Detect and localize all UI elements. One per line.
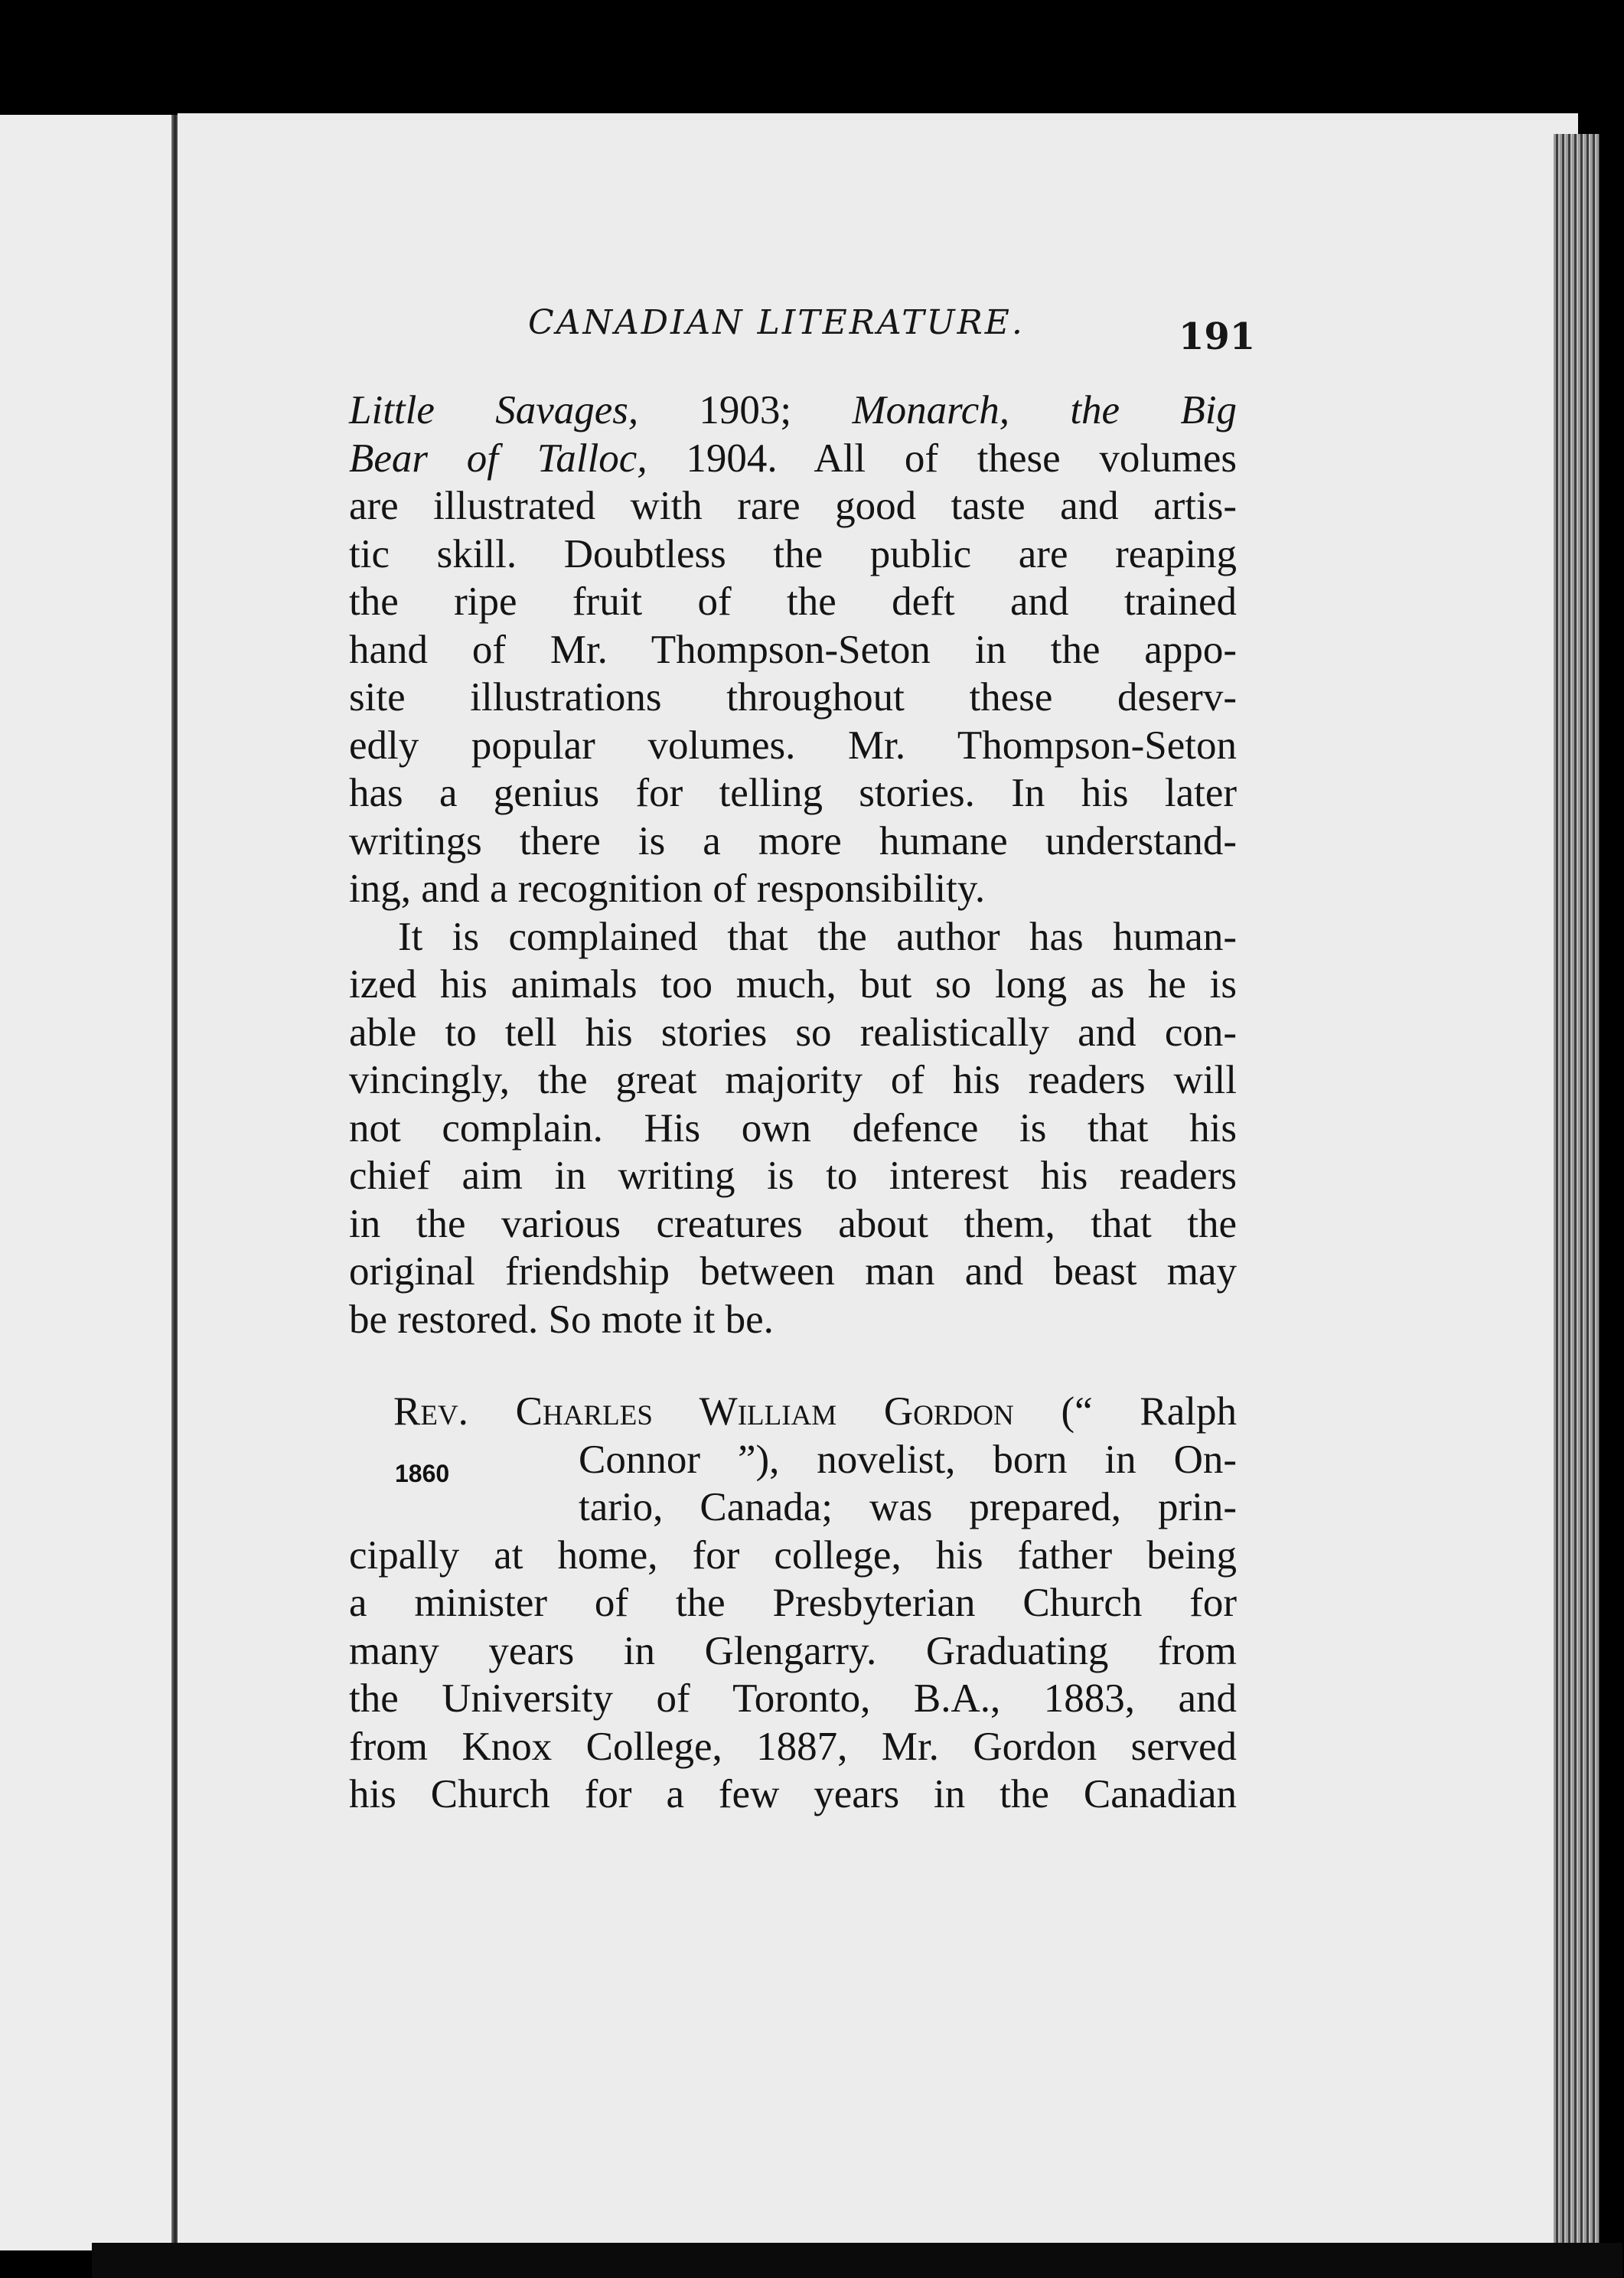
text-run: 1904. All of these volumes (647, 436, 1237, 481)
text-line (349, 769, 1237, 818)
text-line: many years in Glengarry. Graduating from (349, 1628, 1237, 1673)
text-line (349, 387, 1237, 435)
text-run: 1903; (638, 388, 853, 432)
facing-page-edge (0, 115, 178, 2250)
text-line (349, 482, 1237, 530)
text-run: writings there is a more humane understand- (349, 818, 1237, 863)
text-line (349, 578, 1237, 626)
entry-heading-line (349, 1388, 1237, 1436)
bottom-shadow (92, 2243, 1622, 2278)
text-run: has a genius for telling stories. In his later (349, 771, 1237, 815)
italic-title: Little Savages, (349, 388, 639, 432)
text-run: edly popular volumes. Mr. Thompson-Seton (349, 723, 1237, 768)
text-run: are illustrated with rare good taste and artis- (349, 484, 1237, 528)
text-run: hand of Mr. Thompson-Seton in the appo- (349, 627, 1237, 672)
hanging-line: Connor ”), novelist, born in On- (579, 1437, 1237, 1482)
section-gap (349, 1343, 1237, 1388)
text-line (349, 865, 1237, 913)
text-line: It is complained that the author has human- (398, 914, 1237, 959)
text-line: able to tell his stories so realistically and con- (349, 1010, 1237, 1055)
text-line (349, 674, 1237, 722)
margin-birth-year: 1860 (395, 1459, 450, 1487)
text-run: tic skill. Doubtless the public are reaping (349, 531, 1237, 576)
page-stack-edge (1554, 134, 1600, 2249)
text-line: cipally at home, for college, his father being (349, 1532, 1237, 1578)
text-line: a minister of the Presbyterian Church for (349, 1581, 1237, 1625)
text-line (349, 626, 1237, 674)
text-line (349, 530, 1237, 579)
italic-title: Monarch, the Big (852, 388, 1237, 432)
page-number: 191 (1179, 315, 1256, 358)
text-line (349, 818, 1237, 866)
entry-heading-rest: (“ Ralph (1013, 1389, 1237, 1434)
text-run: ing, and a recognition of responsibility. (349, 866, 986, 911)
italic-title: Bear of Talloc, (349, 436, 647, 481)
text-run: the ripe fruit of the deft and trained (349, 579, 1237, 624)
text-line: not complain. His own defence is that his (349, 1105, 1237, 1150)
text-line: vincingly, the great majority of his readers will (349, 1058, 1237, 1102)
text-line: chief aim in writing is to interest his readers (349, 1154, 1237, 1198)
text-line: ized his animals too much, but so long as he is (349, 962, 1237, 1007)
body-text (349, 387, 1237, 1819)
paragraph-2 (349, 913, 1237, 1344)
text-line (349, 435, 1237, 483)
text-line: be restored. So mote it be. (349, 1297, 774, 1342)
book-gutter (171, 115, 178, 2250)
text-line: his Church for a few years in the Canadian (349, 1772, 1237, 1816)
text-line: in the various creatures about them, that the (349, 1201, 1237, 1246)
text-line: original friendship between man and beast may (349, 1249, 1237, 1294)
entry-lines (349, 1532, 1237, 1819)
running-head: CANADIAN LITERATURE. (528, 303, 1025, 342)
text-line: from Knox College, 1887, Mr. Gordon served (349, 1724, 1237, 1769)
hanging-block (349, 1436, 1237, 1532)
entry-name: Rev. Charles William Gordon (393, 1389, 1014, 1434)
text-run: site illustrations throughout these deserv- (349, 675, 1237, 720)
hanging-line: tario, Canada; was prepared, prin- (579, 1485, 1237, 1529)
text-line: the University of Toronto, B.A., 1883, and (349, 1676, 1237, 1721)
text-line (349, 722, 1237, 770)
paragraph-1 (349, 387, 1237, 913)
biographical-entry (349, 1388, 1237, 1819)
